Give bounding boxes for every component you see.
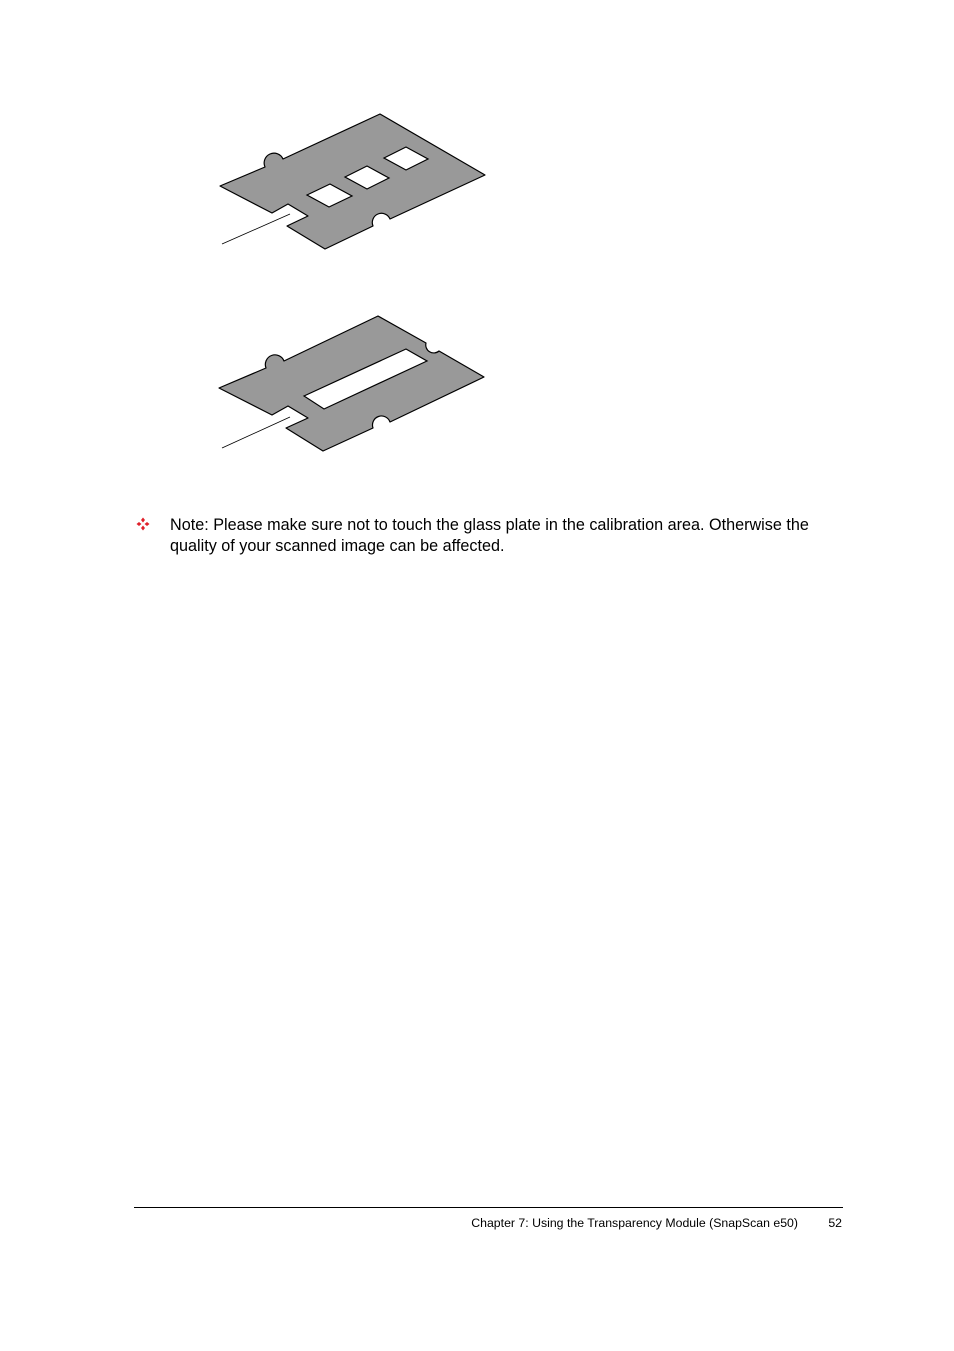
film-strip-holder-illustration (219, 316, 484, 451)
note-text: Note: Please make sure not to touch the glass plate in the calibration area. Otherwise the quality of your scanned image can be affected. (170, 516, 809, 555)
callout-line-top (222, 214, 290, 244)
film-holder-illustrations (0, 0, 954, 500)
slide-holder-illustration (220, 114, 485, 249)
footer-divider (134, 1207, 843, 1208)
footer-page-number: 52 (828, 1216, 842, 1230)
callout-line-bottom (222, 417, 290, 448)
red-diamond-bullet-icon (136, 517, 150, 531)
footer-chapter-title: Chapter 7: Using the Transparency Module (SnapScan e50) (471, 1216, 798, 1230)
